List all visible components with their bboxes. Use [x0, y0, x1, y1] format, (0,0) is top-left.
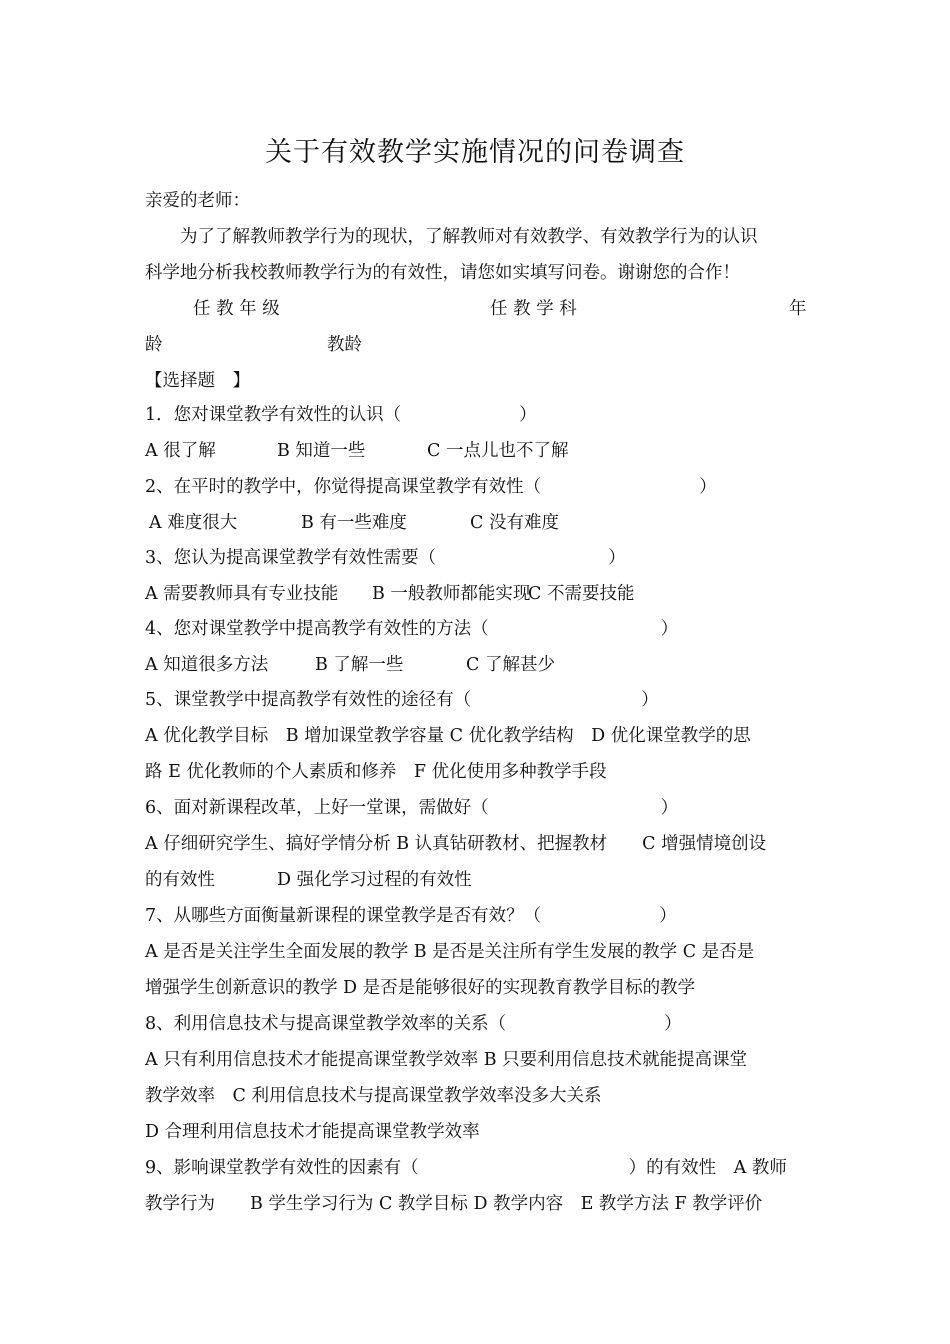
question-1-close: ） — [519, 405, 537, 425]
field-age-label-part1: 年 — [789, 299, 807, 319]
question-7-options-line-1: A 是否是关注学生全面发展的教学 B 是否是关注所有学生发展的教学 C 是否是 — [145, 942, 755, 962]
question-9-stem: 9、影响课堂教学有效性的因素有（ — [145, 1158, 419, 1178]
q2-option-c[interactable]: C 没有难度 — [470, 513, 559, 533]
field-grade-label: 任 教 年 级 — [193, 299, 280, 319]
q1-option-a[interactable]: A 很了解 — [145, 441, 216, 461]
question-9-close: ）的有效性 A 教师 — [628, 1158, 787, 1178]
question-3 — [145, 547, 809, 569]
q2-option-b[interactable]: B 有一些难度 — [301, 513, 407, 533]
intro-line-2: 科学地分析我校教师教学行为的有效性，请您如实填写问卷。谢谢您的合作！ — [145, 263, 740, 283]
q4-option-b[interactable]: B 了解一些 — [315, 655, 404, 675]
question-8 — [145, 1013, 809, 1035]
question-7 — [145, 905, 809, 927]
question-6-options-line-1: A 仔细研究学生、搞好学情分析 B 认真钻研教材、把握教材 C 增强情境创设 — [145, 834, 767, 854]
question-8-options-line-2: 教学效率 C 利用信息技术与提高课堂教学效率没多大关系 — [145, 1086, 602, 1106]
q4-option-c[interactable]: C 了解甚少 — [466, 655, 555, 675]
q1-option-c[interactable]: C 一点儿也不了解 — [427, 441, 569, 461]
question-5-options-line-2: 路 E 优化教师的个人素质和修养 F 优化使用多种教学手段 — [145, 762, 607, 782]
question-4-close: ） — [660, 619, 679, 639]
question-8-options-line-3: D 合理利用信息技术才能提高课堂教学效率 — [145, 1122, 480, 1142]
q3-option-b[interactable]: B 一般教师都能实现 — [372, 584, 531, 604]
q6-option-d[interactable]: D 强化学习过程的有效性 — [277, 870, 472, 890]
question-8-options-line-1: A 只有利用信息技术才能提高课堂教学效率 B 只要利用信息技术就能提高课堂 — [145, 1050, 748, 1070]
question-1-stem: 1．您对课堂教学有效性的认识（ — [145, 405, 402, 425]
document-title: 关于有效教学实施情况的问卷调查 — [265, 137, 685, 168]
intro-line-1: 为了了解教师教学行为的现状，了解教师对有效教学、有效教学行为的认识 — [180, 227, 758, 247]
q6-line2-part-a: 的有效性 — [145, 870, 215, 890]
question-6 — [145, 797, 809, 819]
q1-option-b[interactable]: B 知道一些 — [277, 441, 366, 461]
field-subject-label: 任 教 学 科 — [490, 299, 577, 319]
question-6-close: ） — [660, 798, 679, 818]
question-9-options-line-2: 教学行为 B 学生学习行为 C 教学目标 D 教学内容 E 教学方法 F 教学评价 — [145, 1194, 763, 1214]
q3-option-c[interactable]: C 不需要技能 — [528, 584, 635, 604]
question-7-options-line-2: 增强学生创新意识的教学 D 是否是能够很好的实现教育教学目标的教学 — [145, 978, 696, 998]
question-8-stem: 8、利用信息技术与提高课堂教学效率的关系（ — [145, 1014, 507, 1034]
q2-option-a[interactable]: A 难度很大 — [149, 513, 238, 533]
question-4-stem: 4、您对课堂教学中提高教学有效性的方法（ — [145, 619, 489, 639]
section-heading: 【选择题 】 — [145, 371, 250, 391]
question-9 — [145, 1157, 809, 1179]
question-5 — [145, 689, 809, 711]
question-5-options-line-1: A 优化教学目标 B 增加课堂教学容量 C 优化教学结构 D 优化课堂教学的思 — [145, 726, 751, 746]
question-5-stem: 5、课堂教学中提高教学有效性的途径有（ — [145, 690, 472, 710]
field-age-label-part2: 龄 — [145, 335, 163, 355]
question-1 — [145, 404, 809, 426]
question-7-close: ） — [659, 906, 677, 926]
question-2 — [145, 476, 809, 498]
question-8-close: ） — [664, 1014, 682, 1034]
q3-option-a[interactable]: A 需要教师具有专业技能 — [145, 584, 339, 604]
question-6-stem: 6、面对新课程改革，上好一堂课，需做好（ — [145, 798, 489, 818]
greeting: 亲爱的老师： — [145, 191, 250, 211]
q4-option-a[interactable]: A 知道很多方法 — [145, 655, 269, 675]
question-4 — [145, 618, 809, 640]
question-2-stem: 2、在平时的教学中，你觉得提高课堂教学有效性（ — [145, 477, 542, 497]
question-5-close: ） — [641, 690, 659, 710]
question-7-stem: 7、从哪些方面衡量新课程的课堂教学是否有效？（ — [145, 906, 542, 926]
question-2-close: ） — [699, 477, 717, 497]
field-teaching-years-label: 教龄 — [327, 335, 362, 355]
question-3-close: ） — [608, 548, 626, 568]
question-3-stem: 3、您认为提高课堂教学有效性需要（ — [145, 548, 437, 568]
